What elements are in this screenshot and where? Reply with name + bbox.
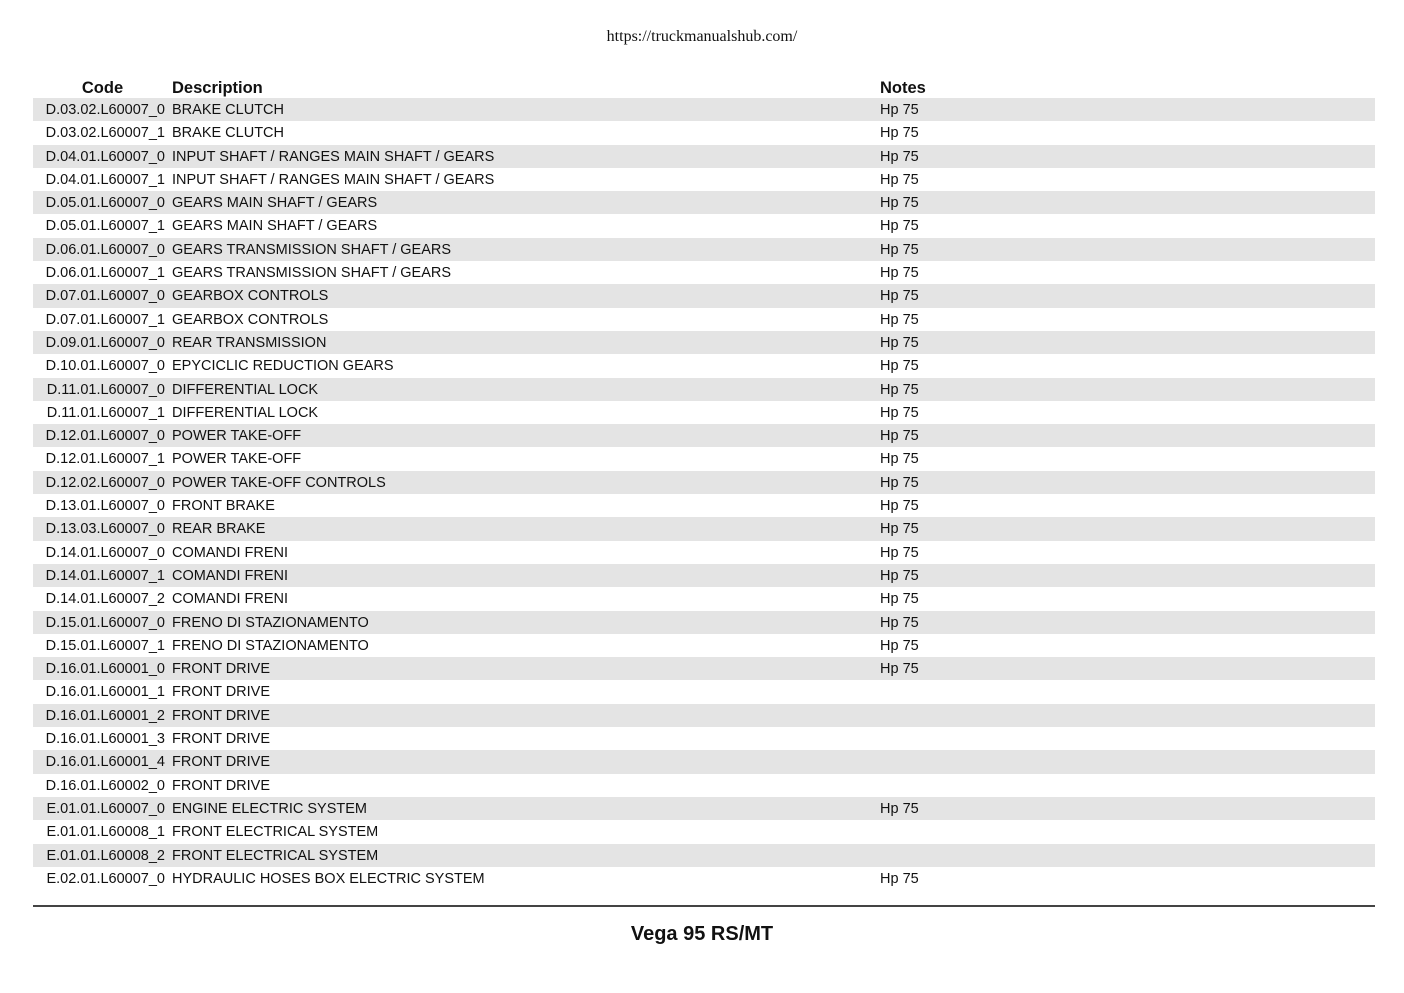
cell-description: FRONT DRIVE bbox=[172, 731, 271, 748]
cell-code: D.11.01.L60007_1 bbox=[46, 404, 165, 421]
table-row bbox=[33, 797, 1375, 820]
table-row bbox=[33, 541, 1375, 564]
cell-code: D.11.01.L60007_0 bbox=[46, 381, 165, 398]
cell-description: COMANDI FRENI bbox=[172, 591, 288, 608]
cell-description: DIFFERENTIAL LOCK bbox=[172, 404, 319, 421]
table-row bbox=[33, 354, 1375, 377]
table-row bbox=[33, 587, 1375, 610]
cell-notes: Hp 75 bbox=[880, 474, 919, 491]
footer-divider bbox=[33, 905, 1375, 907]
table-row bbox=[33, 308, 1375, 331]
table-row bbox=[33, 238, 1375, 261]
cell-description: GEARS TRANSMISSION SHAFT / GEARS bbox=[172, 265, 452, 282]
cell-code: D.09.01.L60007_0 bbox=[45, 334, 165, 351]
table-row bbox=[33, 844, 1375, 867]
cell-notes: Hp 75 bbox=[880, 521, 919, 538]
cell-description: REAR TRANSMISSION bbox=[172, 334, 327, 351]
column-header-notes: Notes bbox=[880, 79, 926, 97]
table-row bbox=[33, 191, 1375, 214]
cell-notes: Hp 75 bbox=[880, 591, 919, 608]
cell-code: D.07.01.L60007_1 bbox=[45, 311, 165, 328]
cell-code: D.16.01.L60002_0 bbox=[45, 777, 165, 794]
cell-code: D.16.01.L60001_3 bbox=[45, 731, 165, 748]
table-row bbox=[33, 750, 1375, 773]
cell-description: GEARBOX CONTROLS bbox=[172, 311, 329, 328]
cell-code: D.10.01.L60007_0 bbox=[45, 358, 165, 375]
cell-notes: Hp 75 bbox=[880, 381, 919, 398]
cell-code: D.04.01.L60007_1 bbox=[45, 171, 165, 188]
cell-notes: Hp 75 bbox=[880, 148, 919, 165]
cell-notes: Hp 75 bbox=[880, 171, 919, 188]
cell-description: COMANDI FRENI bbox=[172, 567, 288, 584]
cell-code: D.05.01.L60007_1 bbox=[45, 218, 165, 235]
cell-notes: Hp 75 bbox=[880, 241, 919, 258]
cell-code: D.04.01.L60007_0 bbox=[45, 148, 165, 165]
cell-code: D.07.01.L60007_0 bbox=[45, 288, 165, 305]
cell-code: D.15.01.L60007_1 bbox=[45, 637, 165, 654]
table-row bbox=[33, 121, 1375, 144]
cell-code: E.02.01.L60007_0 bbox=[46, 870, 165, 887]
cell-notes: Hp 75 bbox=[880, 334, 919, 351]
cell-description: HYDRAULIC HOSES BOX ELECTRIC SYSTEM bbox=[172, 870, 485, 887]
cell-notes: Hp 75 bbox=[880, 614, 919, 631]
cell-notes: Hp 75 bbox=[880, 218, 919, 235]
table-row bbox=[33, 424, 1375, 447]
cell-code: D.14.01.L60007_1 bbox=[45, 567, 165, 584]
cell-notes: Hp 75 bbox=[880, 195, 919, 212]
cell-notes: Hp 75 bbox=[880, 451, 919, 468]
table-row bbox=[33, 517, 1375, 540]
cell-description: FRONT DRIVE bbox=[172, 707, 271, 724]
cell-notes: Hp 75 bbox=[880, 428, 919, 445]
cell-code: D.03.02.L60007_0 bbox=[45, 102, 165, 118]
cell-description: FRONT ELECTRICAL SYSTEM bbox=[172, 824, 379, 841]
table-row bbox=[33, 774, 1375, 797]
cell-code: D.05.01.L60007_0 bbox=[45, 195, 165, 212]
table-row bbox=[33, 331, 1375, 354]
cell-code: E.01.01.L60007_0 bbox=[46, 800, 165, 817]
cell-notes: Hp 75 bbox=[880, 404, 919, 421]
table-row bbox=[33, 145, 1375, 168]
table-row bbox=[33, 634, 1375, 657]
parts-table bbox=[33, 75, 1375, 890]
cell-notes: Hp 75 bbox=[880, 311, 919, 328]
cell-code: D.13.01.L60007_0 bbox=[45, 498, 165, 515]
table-row bbox=[33, 727, 1375, 750]
cell-code: D.12.01.L60007_1 bbox=[45, 451, 165, 468]
table-row bbox=[33, 168, 1375, 191]
cell-description: DIFFERENTIAL LOCK bbox=[172, 381, 319, 398]
cell-code: E.01.01.L60008_1 bbox=[46, 824, 165, 841]
cell-description: GEARS MAIN SHAFT / GEARS bbox=[172, 218, 378, 235]
cell-notes: Hp 75 bbox=[880, 498, 919, 515]
column-header-description: Description bbox=[172, 79, 263, 97]
cell-code: D.16.01.L60001_0 bbox=[45, 661, 165, 678]
table-row bbox=[33, 401, 1375, 424]
cell-description: FRONT DRIVE bbox=[172, 777, 271, 794]
table-row bbox=[33, 284, 1375, 307]
document-title: Vega 95 RS/MT bbox=[630, 923, 774, 945]
cell-code: D.16.01.L60001_2 bbox=[45, 707, 165, 724]
cell-notes: Hp 75 bbox=[880, 358, 919, 375]
table-row bbox=[33, 564, 1375, 587]
cell-notes: Hp 75 bbox=[880, 567, 919, 584]
table-row bbox=[33, 657, 1375, 680]
table-row bbox=[33, 378, 1375, 401]
cell-code: D.16.01.L60001_1 bbox=[45, 684, 165, 701]
table-row bbox=[33, 867, 1375, 890]
cell-description: INPUT SHAFT / RANGES MAIN SHAFT / GEARS bbox=[172, 148, 495, 165]
table-row bbox=[33, 680, 1375, 703]
table-row bbox=[33, 214, 1375, 237]
table-body bbox=[33, 98, 1375, 890]
cell-description: POWER TAKE-OFF CONTROLS bbox=[172, 474, 386, 491]
cell-description: COMANDI FRENI bbox=[172, 544, 288, 561]
cell-code: D.14.01.L60007_0 bbox=[45, 544, 165, 561]
table-row bbox=[33, 704, 1375, 727]
cell-description: FRONT DRIVE bbox=[172, 684, 271, 701]
cell-description: POWER TAKE-OFF bbox=[172, 428, 302, 445]
table-row bbox=[33, 447, 1375, 470]
cell-code: D.06.01.L60007_0 bbox=[45, 241, 165, 258]
cell-notes: Hp 75 bbox=[880, 637, 919, 654]
cell-description: POWER TAKE-OFF bbox=[172, 451, 302, 468]
cell-code: D.13.03.L60007_0 bbox=[45, 521, 165, 538]
table-row bbox=[33, 494, 1375, 517]
cell-description: GEARBOX CONTROLS bbox=[172, 288, 329, 305]
cell-description: INPUT SHAFT / RANGES MAIN SHAFT / GEARS bbox=[172, 171, 495, 188]
cell-description: ENGINE ELECTRIC SYSTEM bbox=[172, 800, 367, 817]
cell-description: FRENO DI STAZIONAMENTO bbox=[172, 614, 369, 631]
cell-description: FRONT DRIVE bbox=[172, 661, 271, 678]
cell-notes: Hp 75 bbox=[880, 661, 919, 678]
table-header bbox=[33, 75, 1375, 98]
cell-code: E.01.01.L60008_2 bbox=[46, 847, 165, 864]
table-row bbox=[33, 471, 1375, 494]
cell-description: FRONT BRAKE bbox=[172, 498, 275, 515]
table-row bbox=[33, 611, 1375, 634]
cell-description: EPYCICLIC REDUCTION GEARS bbox=[172, 358, 394, 375]
cell-code: D.15.01.L60007_0 bbox=[45, 614, 165, 631]
cell-notes: Hp 75 bbox=[880, 544, 919, 561]
cell-description: FRONT ELECTRICAL SYSTEM bbox=[172, 847, 379, 864]
cell-notes: Hp 75 bbox=[880, 102, 919, 118]
table-row bbox=[33, 820, 1375, 843]
table-row bbox=[33, 261, 1375, 284]
cell-code: D.14.01.L60007_2 bbox=[45, 591, 165, 608]
cell-notes: Hp 75 bbox=[880, 265, 919, 282]
table-row bbox=[33, 98, 1375, 121]
cell-description: REAR BRAKE bbox=[172, 521, 266, 538]
cell-code: D.03.02.L60007_1 bbox=[45, 125, 165, 142]
cell-description: FRENO DI STAZIONAMENTO bbox=[172, 637, 369, 654]
cell-description: GEARS MAIN SHAFT / GEARS bbox=[172, 195, 378, 212]
cell-description: FRONT DRIVE bbox=[172, 754, 271, 771]
cell-notes: Hp 75 bbox=[880, 288, 919, 305]
cell-notes: Hp 75 bbox=[880, 870, 919, 887]
cell-description: BRAKE CLUTCH bbox=[172, 125, 284, 142]
cell-description: BRAKE CLUTCH bbox=[172, 102, 284, 118]
cell-notes: Hp 75 bbox=[880, 800, 919, 817]
cell-code: D.12.02.L60007_0 bbox=[45, 474, 165, 491]
cell-code: D.06.01.L60007_1 bbox=[45, 265, 165, 282]
page-url: https://truckmanualshub.com/ bbox=[606, 28, 798, 45]
cell-code: D.12.01.L60007_0 bbox=[45, 428, 165, 445]
cell-code: D.16.01.L60001_4 bbox=[45, 754, 165, 771]
cell-description: GEARS TRANSMISSION SHAFT / GEARS bbox=[172, 241, 452, 258]
column-header-code: Code bbox=[81, 79, 124, 97]
cell-notes: Hp 75 bbox=[880, 125, 919, 142]
